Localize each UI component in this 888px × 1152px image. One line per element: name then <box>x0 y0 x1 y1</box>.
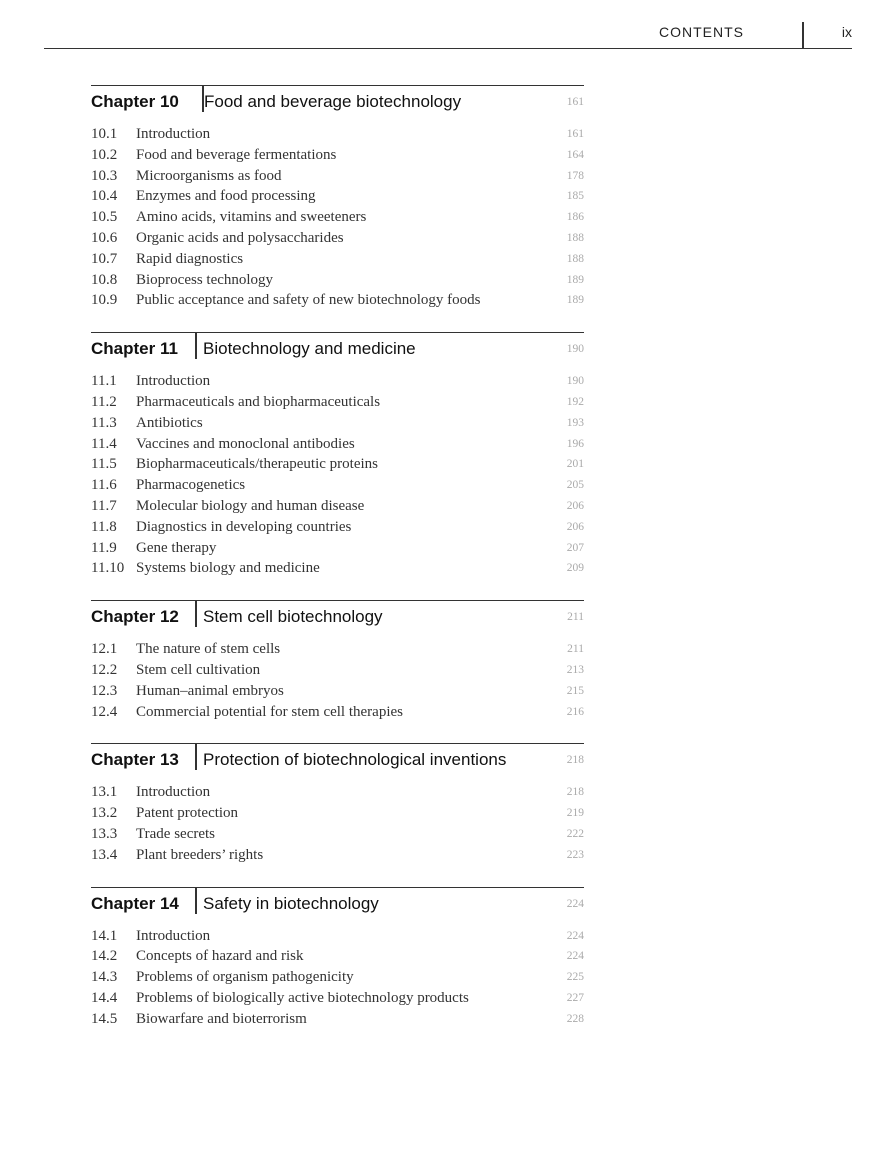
toc-entry <box>91 845 584 866</box>
toc-entry <box>91 228 584 249</box>
toc-entry <box>91 967 584 988</box>
chapter-heading <box>91 743 584 778</box>
section-page-number: 209 <box>566 562 584 575</box>
section-title: Amino acids, vitamins and sweeteners <box>136 209 367 226</box>
section-page-number: 201 <box>566 458 584 471</box>
toc-entry <box>91 454 584 475</box>
toc-entry <box>91 926 584 947</box>
toc-entry <box>91 1009 584 1030</box>
toc-entry <box>91 702 584 723</box>
section-number: 14.5 <box>91 1010 118 1027</box>
section-number: 10.3 <box>91 167 118 184</box>
toc-entry <box>91 681 584 702</box>
section-number: 11.2 <box>91 393 117 410</box>
running-head <box>44 0 852 49</box>
chapter-page-number: 218 <box>566 754 584 767</box>
section-number: 10.5 <box>91 209 118 226</box>
toc-entry <box>91 803 584 824</box>
section-title: Problems of organism pathogenicity <box>136 969 354 986</box>
chapter-title: Stem cell biotechnology <box>203 607 383 627</box>
section-page-number: 193 <box>566 416 584 429</box>
toc-entry <box>91 166 584 187</box>
toc-entry <box>91 475 584 496</box>
running-head-page-number: ix <box>841 24 852 40</box>
section-title: Vaccines and monoclonal antibodies <box>136 435 355 452</box>
chapter-label: Chapter 12 <box>91 607 179 627</box>
chapter-heading <box>91 887 584 922</box>
section-number: 12.3 <box>91 682 118 699</box>
toc-entry <box>91 124 584 145</box>
section-page-number: 213 <box>566 663 584 676</box>
section-page-number: 192 <box>566 395 584 408</box>
toc-entry <box>91 496 584 517</box>
toc-entry <box>91 660 584 681</box>
chapter-divider <box>195 601 197 627</box>
chapter-block <box>91 600 584 722</box>
section-number: 14.3 <box>91 969 118 986</box>
section-page-number: 228 <box>566 1012 584 1025</box>
section-page-number: 164 <box>566 148 584 161</box>
toc-entry <box>91 290 584 311</box>
section-number: 10.2 <box>91 146 118 163</box>
chapter-label: Chapter 11 <box>91 339 178 359</box>
section-number: 11.8 <box>91 518 117 535</box>
section-number: 11.7 <box>91 497 117 514</box>
toc-entry <box>91 270 584 291</box>
section-list <box>91 371 584 579</box>
chapter-block <box>91 332 584 579</box>
chapter-label: Chapter 13 <box>91 750 179 770</box>
section-page-number: 186 <box>566 211 584 224</box>
section-title: Introduction <box>136 927 211 944</box>
section-number: 14.4 <box>91 989 118 1006</box>
section-list <box>91 639 584 722</box>
section-title: Systems biology and medicine <box>136 560 320 577</box>
section-page-number: 189 <box>566 294 584 307</box>
toc-entry <box>91 249 584 270</box>
section-title: Public acceptance and safety of new biotechnology foods <box>136 292 481 309</box>
section-title: Problems of biologically active biotechnology products <box>136 989 469 1006</box>
chapter-title: Safety in biotechnology <box>203 893 379 913</box>
section-title: Trade secrets <box>136 825 216 842</box>
toc-entry <box>91 946 584 967</box>
running-head-divider <box>802 22 804 48</box>
section-page-number: 189 <box>566 273 584 286</box>
section-title: Organic acids and polysaccharides <box>136 229 344 246</box>
section-number: 10.4 <box>91 188 118 205</box>
toc-entry <box>91 558 584 579</box>
chapter-block <box>91 743 584 865</box>
section-title: Gene therapy <box>136 539 217 556</box>
section-title: Plant breeders’ rights <box>136 846 264 863</box>
section-number: 13.4 <box>91 846 118 863</box>
toc-entry <box>91 413 584 434</box>
section-page-number: 196 <box>566 437 584 450</box>
toc-entry <box>91 145 584 166</box>
section-title: Stem cell cultivation <box>136 661 261 678</box>
section-title: Patent protection <box>136 805 239 822</box>
section-number: 11.6 <box>91 477 117 494</box>
section-number: 13.3 <box>91 825 118 842</box>
chapter-label: Chapter 10 <box>91 92 179 111</box>
section-number: 10.8 <box>91 271 118 288</box>
section-number: 10.7 <box>91 250 118 267</box>
section-page-number: 206 <box>566 499 584 512</box>
section-number: 11.5 <box>91 456 117 473</box>
section-page-number: 215 <box>566 684 584 697</box>
section-number: 11.3 <box>91 414 117 431</box>
toc-entry <box>91 517 584 538</box>
section-page-number: 190 <box>566 375 584 388</box>
section-number: 12.4 <box>91 703 118 720</box>
section-title: Molecular biology and human disease <box>136 497 365 514</box>
section-title: Commercial potential for stem cell therapies <box>136 703 403 720</box>
section-number: 10.1 <box>91 126 118 142</box>
section-page-number: 224 <box>566 929 584 942</box>
toc-entry <box>91 824 584 845</box>
section-number: 11.4 <box>91 435 117 452</box>
section-page-number: 222 <box>566 827 584 840</box>
section-number: 11.10 <box>91 560 125 577</box>
chapter-divider <box>195 744 197 770</box>
chapter-divider <box>195 888 197 914</box>
toc-entry <box>91 392 584 413</box>
section-title: Concepts of hazard and risk <box>136 948 304 965</box>
section-title: Introduction <box>136 126 211 142</box>
chapter-page-number: 211 <box>567 611 584 624</box>
section-number: 12.2 <box>91 661 118 678</box>
section-page-number: 188 <box>566 231 584 244</box>
section-list <box>91 926 584 1030</box>
toc-entry <box>91 371 584 392</box>
chapter-title: Biotechnology and medicine <box>203 339 416 359</box>
chapter-heading <box>91 85 584 120</box>
chapter-heading <box>91 332 584 367</box>
section-number: 14.1 <box>91 927 118 944</box>
toc-entry <box>91 782 584 803</box>
table-of-contents <box>91 85 584 1051</box>
section-title: Rapid diagnostics <box>136 250 244 267</box>
section-list <box>91 124 584 311</box>
chapter-block <box>91 85 584 311</box>
chapter-label: Chapter 14 <box>91 893 179 913</box>
section-number: 13.2 <box>91 805 118 822</box>
toc-entry <box>91 639 584 660</box>
section-page-number: 178 <box>566 169 584 182</box>
chapter-divider <box>195 333 197 359</box>
running-head-title: CONTENTS <box>659 24 744 40</box>
section-page-number: 161 <box>566 128 584 140</box>
section-page-number: 188 <box>566 252 584 265</box>
section-title: Antibiotics <box>136 414 203 431</box>
section-number: 11.1 <box>91 373 117 390</box>
section-title: Bioprocess technology <box>136 271 274 288</box>
chapter-page-number: 161 <box>566 96 584 108</box>
section-page-number: 185 <box>566 190 584 203</box>
toc-entry <box>91 207 584 228</box>
section-list <box>91 782 584 865</box>
section-page-number: 206 <box>566 520 584 533</box>
section-number: 11.9 <box>91 539 117 556</box>
section-title: Human–animal embryos <box>136 682 284 699</box>
chapter-title: Protection of biotechnological inventions <box>203 750 507 770</box>
section-title: Diagnostics in developing countries <box>136 518 352 535</box>
chapter-page-number: 190 <box>566 343 584 356</box>
section-title: Pharmacogenetics <box>136 477 246 494</box>
section-title: Biowarfare and bioterrorism <box>136 1010 307 1027</box>
section-page-number: 225 <box>566 971 584 984</box>
section-page-number: 216 <box>566 705 584 718</box>
chapter-page-number: 224 <box>566 897 584 910</box>
chapter-title: Food and beverage biotechnology <box>204 92 462 111</box>
section-title: Microorganisms as food <box>136 167 282 184</box>
section-page-number: 219 <box>566 807 584 820</box>
toc-entry <box>91 988 584 1009</box>
section-title: Enzymes and food processing <box>136 188 316 205</box>
toc-entry <box>91 538 584 559</box>
section-title: Pharmaceuticals and biopharmaceuticals <box>136 393 381 410</box>
toc-entry <box>91 434 584 455</box>
chapter-block <box>91 887 584 1030</box>
section-page-number: 207 <box>566 541 584 554</box>
section-page-number: 223 <box>566 848 584 861</box>
section-page-number: 227 <box>566 991 584 1004</box>
section-title: Food and beverage fermentations <box>136 146 337 163</box>
section-title: Introduction <box>136 373 211 390</box>
section-title: The nature of stem cells <box>136 641 281 658</box>
section-number: 12.1 <box>91 641 118 658</box>
section-page-number: 211 <box>567 643 584 656</box>
toc-entry <box>91 186 584 207</box>
section-page-number: 218 <box>566 786 584 799</box>
section-title: Introduction <box>136 784 211 801</box>
chapter-heading <box>91 600 584 635</box>
section-number: 13.1 <box>91 784 118 801</box>
section-number: 10.9 <box>91 292 118 309</box>
section-title: Biopharmaceuticals/therapeutic proteins <box>136 456 378 473</box>
section-page-number: 224 <box>566 950 584 963</box>
section-page-number: 205 <box>566 479 584 492</box>
section-number: 14.2 <box>91 948 118 965</box>
section-number: 10.6 <box>91 229 118 246</box>
